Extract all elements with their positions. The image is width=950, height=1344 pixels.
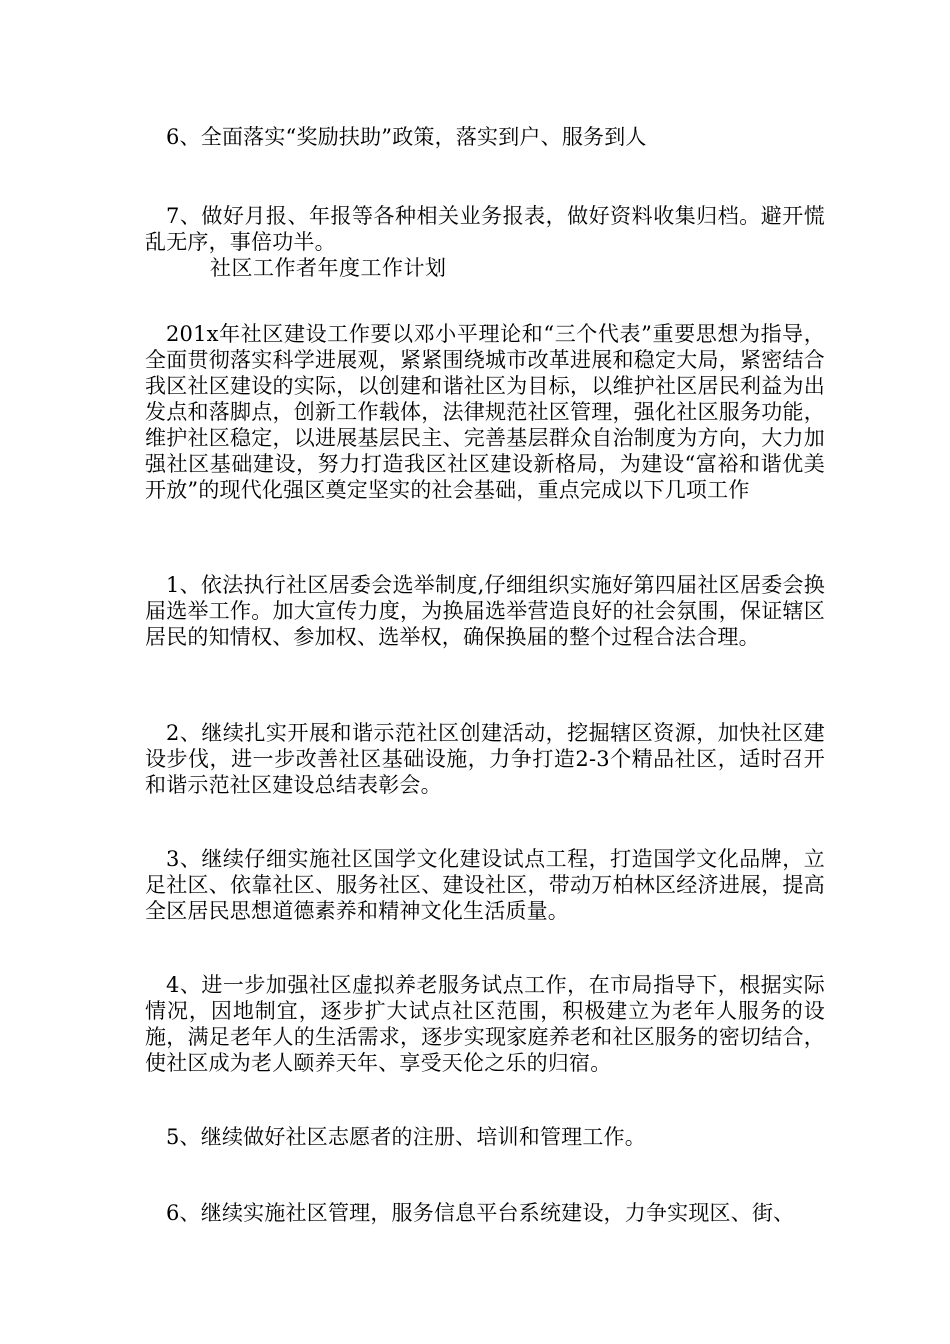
- plan-item-4: 4、进一步加强社区虚拟养老服务试点工作，在市局指导下，根据实际情况，因地制宜，逐步扩大试点社区范围，积极建立为老年人服务的设施，满足老年人的生活需求，逐步实现家庭养老和社区服务的密切结合，使社区成为老人颐养天年、享受天伦之乐的归宿。: [145, 973, 825, 1075]
- plan-item-2: 2、继续扎实开展和谐示范社区创建活动，挖掘辖区资源，加快社区建设步伐，进一步改善社区基础设施，力争打造2-3个精品社区，适时召开和谐示范社区建设总结表彰会。: [145, 721, 825, 797]
- intro-paragraph: 201x年社区建设工作要以邓小平理论和“三个代表”重要思想为指导，全面贯彻落实科学进展观，紧紧围绕城市改革进展和稳定大局，紧密结合我区社区建设的实际，以创建和谐社区为目标，以维护社区居民利益为出发点和落脚点，创新工作载体，法律规范社区管理，强化社区服务功能，维护社区稳定，以进展基层民主、完善基层群众自治制度为方向，大力加强社区基础建设，努力打造我区社区建设新格局，为建设“富裕和谐优美开放”的现代化强区奠定坚实的社会基础，重点完成以下几项工作: [145, 322, 825, 502]
- plan-item-3: 3、继续仔细实施社区国学文化建设试点工程，打造国学文化品牌，立足社区、依靠社区、服务社区、建设社区，带动万柏林区经济进展，提高全区居民思想道德素养和精神文化生活质量。: [145, 847, 825, 923]
- paragraph-item-6-incentive: 6、全面落实“奖励扶助”政策，落实到户、服务到人: [166, 125, 647, 149]
- plan-item-6: 6、继续实施社区管理，服务信息平台系统建设，力争实现区、街、: [166, 1201, 795, 1225]
- plan-item-5: 5、继续做好社区志愿者的注册、培训和管理工作。: [166, 1125, 646, 1149]
- plan-item-1: 1、依法执行社区居委会选举制度,仔细组织实施好第四届社区居委会换届选举工作。加大宣传力度，为换届选举营造良好的社会氛围，保证辖区居民的知情权、参加权、选举权，确保换届的整个过程合法合理。: [145, 573, 825, 649]
- paragraph-item-7-reports: 7、做好月报、年报等各种相关业务报表，做好资料收集归档。避开慌乱无序，事倍功半。: [145, 204, 825, 254]
- document-title: 社区工作者年度工作计划: [210, 256, 447, 280]
